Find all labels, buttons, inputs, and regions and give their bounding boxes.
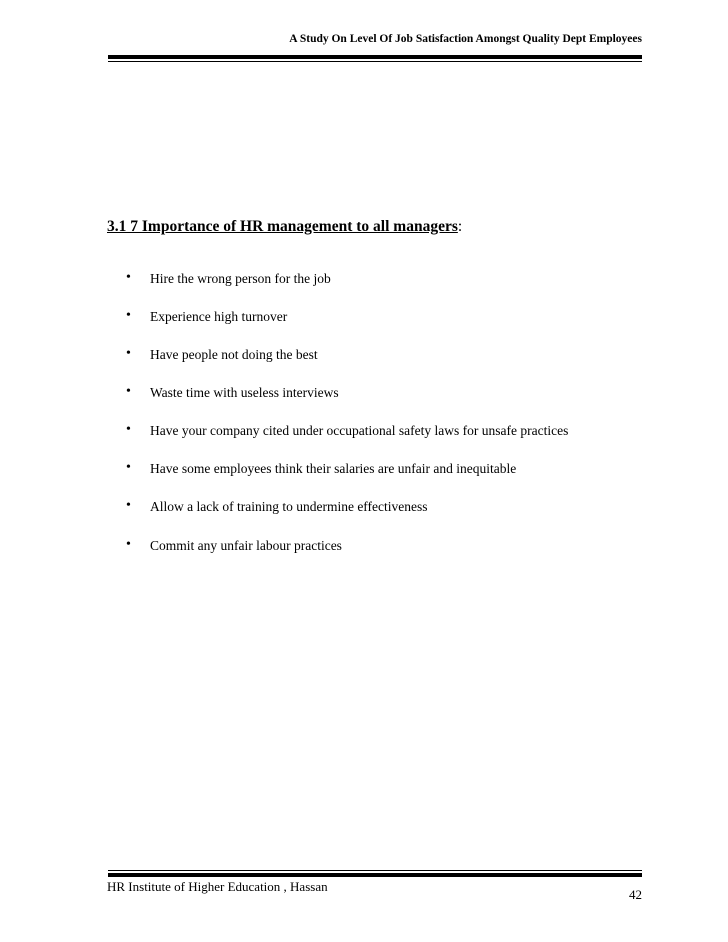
bullet-icon: • — [126, 498, 131, 513]
header-rule-thin — [108, 61, 642, 62]
list-item-text: Hire the wrong person for the job — [150, 271, 331, 286]
footer-rule-thick — [108, 873, 642, 877]
bullet-icon: • — [126, 537, 131, 552]
section-heading-text: 3.1 7 Importance of HR management to all managers — [107, 218, 458, 235]
bullet-icon: • — [126, 384, 131, 399]
list-item-text: Have people not doing the best — [150, 347, 318, 362]
footer-rule-thin — [108, 870, 642, 871]
list-item-text: Commit any unfair labour practices — [150, 538, 342, 553]
bullet-icon: • — [126, 270, 131, 285]
section-heading — [107, 218, 462, 236]
page-number: 42 — [629, 887, 642, 902]
list-item-text: Experience high turnover — [150, 309, 288, 324]
bullet-icon: • — [126, 422, 131, 437]
list-item-text: Allow a lack of training to undermine effectiveness — [150, 499, 428, 514]
list-item-text: Have your company cited under occupational safety laws for unsafe practices — [150, 423, 569, 438]
header-rule-thick — [108, 55, 642, 59]
footer-institution: HR Institute of Higher Education , Hassan — [107, 879, 328, 894]
list-item-text: Waste time with useless interviews — [150, 385, 339, 400]
list-item-text: Have some employees think their salaries are unfair and inequitable — [150, 461, 517, 476]
bullet-icon: • — [126, 460, 131, 475]
section-heading-colon: : — [457, 218, 463, 235]
bullet-icon: • — [126, 346, 131, 361]
running-header: A Study On Level Of Job Satisfaction Amongst Quality Dept Employees — [289, 33, 642, 45]
bullet-icon: • — [126, 308, 131, 323]
